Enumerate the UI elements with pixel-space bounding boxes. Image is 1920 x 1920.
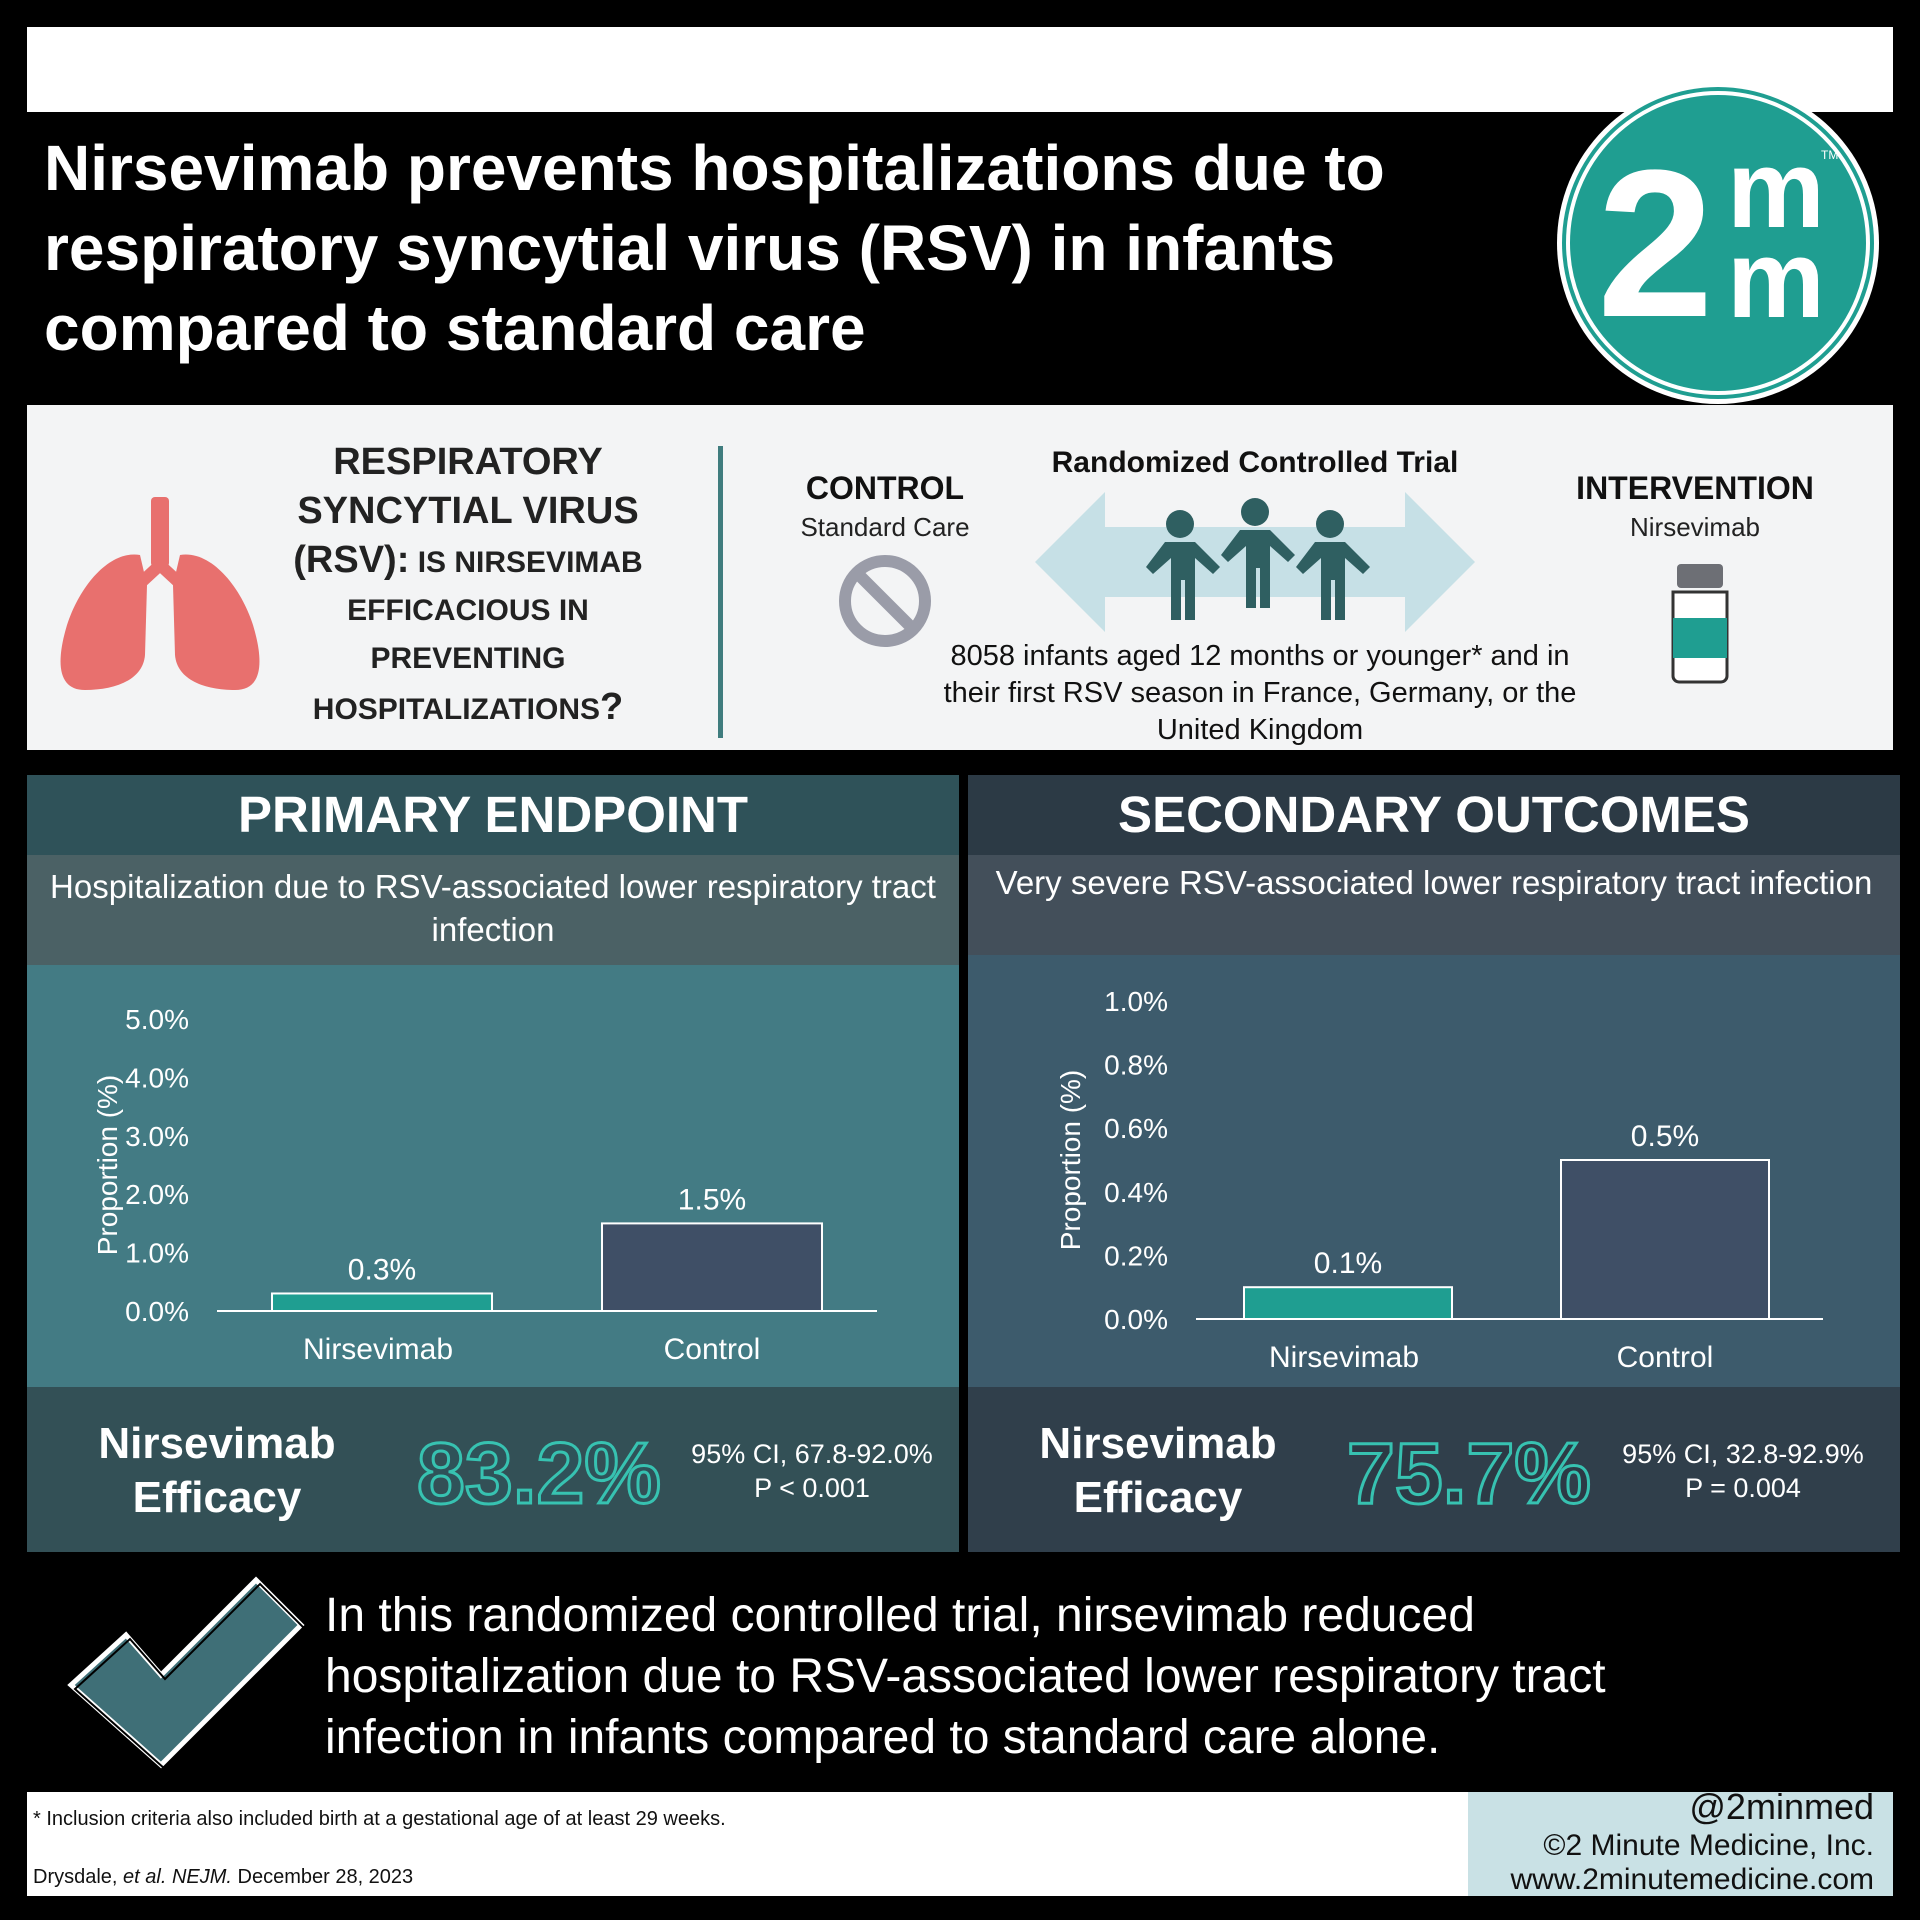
- secondary-chart-data-label: 0.5%: [1630, 1120, 1700, 1153]
- intervention-sublabel: Nirsevimab: [1629, 512, 1761, 542]
- primary-efficacy-number: 83.2%: [417, 1426, 661, 1522]
- secondary-chart-ytick-label: 0.2%: [1104, 1240, 1168, 1272]
- control-sublabel: Standard Care: [800, 512, 970, 542]
- primary-efficacy-label-1: Nirsevimab: [98, 1419, 336, 1468]
- secondary-chart-bar-nirsevimab: [1244, 1287, 1452, 1319]
- primary-efficacy-value: [417, 1415, 667, 1525]
- primary-chart-category-label: Nirsevimab: [302, 1333, 454, 1366]
- primary-chart-ytick-label: 3.0%: [125, 1120, 189, 1152]
- conclusion-text: In this randomized controlled trial, nirsevimab reduced hospitalization due to RSV-associated lower respiratory tract infection in infants compared to standard care alone.: [325, 1589, 1606, 1764]
- question-line-6a: HOSPITALIZATIONS: [312, 693, 600, 726]
- people-icon: [1146, 498, 1370, 620]
- secondary-p: P = 0.004: [1685, 1473, 1801, 1503]
- question-mark: ?: [600, 686, 624, 728]
- question-line-4: EFFICACIOUS IN: [347, 594, 589, 627]
- question-line-5: PREVENTING: [370, 642, 566, 675]
- citation: [33, 1866, 413, 1889]
- primary-ci: 95% CI, 67.8-92.0%: [691, 1439, 933, 1469]
- secondary-chart-ytick-label: 0.6%: [1104, 1113, 1168, 1145]
- primary-stats: [677, 1437, 947, 1505]
- question-line-1: RESPIRATORY: [333, 441, 603, 483]
- secondary-outcome: Very severe RSV-associated lower respiratory tract infection: [968, 855, 1900, 955]
- top-strip: [27, 27, 1893, 112]
- control-label: CONTROL: [805, 470, 965, 506]
- citation-etal: et al.: [123, 1866, 167, 1888]
- logo-m-bottom: m: [1727, 218, 1825, 341]
- section-divider: [718, 446, 723, 738]
- primary-chart-category-label: Control: [663, 1333, 761, 1366]
- question-line-3b: IS NIRSEVIMAB: [409, 546, 643, 579]
- primary-chart-ytick-label: 1.0%: [125, 1237, 189, 1269]
- secondary-efficacy-label: [1028, 1417, 1288, 1525]
- logo: [1557, 82, 1879, 404]
- citation-date: December 28, 2023: [231, 1866, 414, 1888]
- secondary-stats: [1608, 1437, 1878, 1505]
- secondary-chart-ytick-label: 0.4%: [1104, 1176, 1168, 1208]
- secondary-chart-category-label: Nirsevimab: [1268, 1341, 1420, 1374]
- primary-chart-data-label: 0.3%: [347, 1253, 417, 1287]
- secondary-efficacy-label-2: Efficacy: [1073, 1473, 1243, 1522]
- secondary-outcomes-panel: [968, 775, 1900, 1552]
- primary-chart-ylabel: Proportion (%): [92, 1074, 123, 1256]
- logo-trademark: TM: [1821, 148, 1839, 162]
- primary-endpoint-panel: [27, 775, 959, 1552]
- research-question: [268, 438, 668, 734]
- primary-chart-ytick-label: 5.0%: [125, 1004, 189, 1035]
- primary-chart-bar-control: [602, 1223, 822, 1311]
- page-title: Nirsevimab prevents hospitalizations due to respiratory syncytial virus (RSV) in infants compared to standard care: [44, 132, 1385, 364]
- intervention-label: INTERVENTION: [1576, 470, 1814, 506]
- question-line-3: [268, 536, 668, 587]
- secondary-chart-ylabel: Proportion (%): [1055, 1069, 1086, 1251]
- logo-m-top: m: [1727, 128, 1825, 251]
- secondary-chart-data-label: 0.1%: [1313, 1247, 1383, 1281]
- primary-chart-data-label: 1.5%: [677, 1183, 747, 1217]
- citation-author: Drysdale,: [33, 1866, 124, 1888]
- secondary-efficacy-number: 75.7%: [1347, 1426, 1591, 1522]
- secondary-chart-category-label: Control: [1616, 1341, 1714, 1374]
- primary-chart-ytick-label: 0.0%: [125, 1296, 189, 1327]
- primary-chart: [27, 965, 959, 1387]
- social-handle[interactable]: @2minmed: [1689, 1786, 1874, 1827]
- secondary-heading: SECONDARY OUTCOMES: [968, 775, 1900, 855]
- primary-chart-bar-nirsevimab: [272, 1293, 492, 1311]
- secondary-chart-ytick-label: 0.8%: [1104, 1049, 1168, 1081]
- question-line-6: [268, 683, 668, 734]
- primary-outcome: Hospitalization due to RSV-associated lower respiratory tract infection: [27, 855, 959, 965]
- primary-efficacy-label-2: Efficacy: [132, 1473, 302, 1522]
- primary-p: P < 0.001: [754, 1473, 870, 1503]
- website-link[interactable]: www.2minutemedicine.com: [1510, 1863, 1874, 1896]
- secondary-efficacy-row: [968, 1387, 1900, 1552]
- citation-journal: NEJM.: [166, 1866, 232, 1888]
- vial-icon: [1665, 562, 1735, 684]
- checkmark-icon: [66, 1575, 306, 1785]
- primary-efficacy-label: [87, 1417, 347, 1525]
- primary-heading: PRIMARY ENDPOINT: [27, 775, 959, 855]
- secondary-chart-ytick-label: 0.0%: [1104, 1304, 1168, 1335]
- trial-label: Randomized Controlled Trial: [1051, 446, 1459, 479]
- primary-efficacy-row: [27, 1387, 959, 1552]
- secondary-chart-ytick-label: 1.0%: [1104, 986, 1168, 1017]
- secondary-chart-bar-control: [1561, 1160, 1769, 1319]
- secondary-chart: [968, 955, 1900, 1387]
- secondary-efficacy-label-1: Nirsevimab: [1039, 1419, 1277, 1468]
- logo-two: 2: [1597, 126, 1706, 361]
- prohibition-icon: [837, 553, 933, 649]
- footnote: * Inclusion criteria also included birth at a gestational age of at least 29 weeks.: [33, 1808, 726, 1830]
- primary-chart-ytick-label: 4.0%: [125, 1062, 189, 1094]
- population-description: 8058 infants aged 12 months or younger* and in their first RSV season in France, Germany, or the United Kingdom: [943, 640, 1577, 746]
- double-arrow-icon: [1035, 492, 1475, 632]
- primary-chart-ytick-label: 2.0%: [125, 1179, 189, 1211]
- lungs-icon: [55, 495, 265, 695]
- question-rsv: (RSV):: [293, 539, 410, 581]
- secondary-ci: 95% CI, 32.8-92.9%: [1622, 1439, 1864, 1469]
- secondary-efficacy-value: [1347, 1415, 1597, 1525]
- copyright: ©2 Minute Medicine, Inc.: [1543, 1829, 1874, 1862]
- question-line-2: SYNCYTIAL VIRUS: [297, 490, 639, 532]
